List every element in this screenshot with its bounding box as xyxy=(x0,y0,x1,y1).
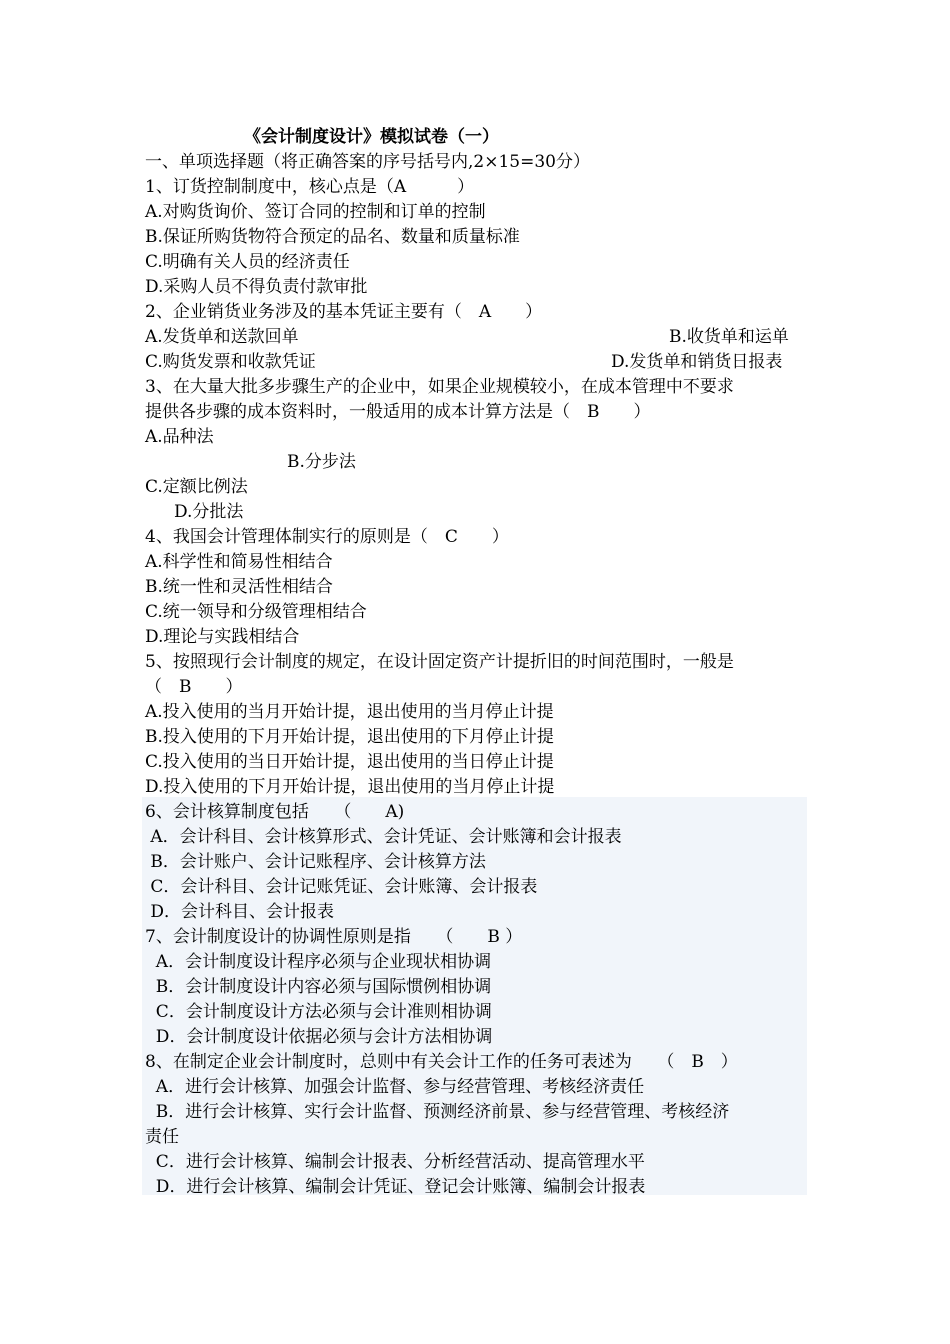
page-title: 《会计制度设计》模拟试卷（一） xyxy=(244,127,499,147)
q5-option-b: B.投入使用的下月开始计提，退出使用的下月停止计提 xyxy=(145,727,554,747)
q6-option-d: D．会计科目、会计报表 xyxy=(145,902,335,922)
q3-stem-line1: 3、在大量大批多步骤生产的企业中，如果企业规模较小，在成本管理中不要求 xyxy=(145,377,734,397)
q5-stem-line1: 5、按照现行会计制度的规定，在设计固定资产计提折旧的时间范围时，一般是 xyxy=(145,652,734,672)
q4-option-a: A.科学性和简易性相结合 xyxy=(145,552,333,572)
q1-option-a: A.对购货询价、签订合同的控制和订单的控制 xyxy=(145,202,486,222)
q8-stem: 8、在制定企业会计制度时，总则中有关会计工作的任务可表述为 （ B ） xyxy=(145,1052,738,1072)
q7-option-c: C．会计制度设计方法必须与会计准则相协调 xyxy=(145,1002,492,1022)
q8-option-b-line2: 责任 xyxy=(145,1127,179,1147)
q1-option-d: D.采购人员不得负责付款审批 xyxy=(145,277,368,297)
q1-option-b: B.保证所购货物符合预定的品名、数量和质量标准 xyxy=(145,227,520,247)
q2-stem: 2、企业销货业务涉及的基本凭证主要有（ A ） xyxy=(145,302,543,322)
q6-option-c: C．会计科目、会计记账凭证、会计账簿、会计报表 xyxy=(145,877,538,897)
q8-option-d: D．进行会计核算、编制会计凭证、登记会计账簿、编制会计报表 xyxy=(145,1177,646,1197)
q8-option-a: A．进行会计核算、加强会计监督、参与经营管理、考核经济责任 xyxy=(145,1077,645,1097)
q1-option-c: C.明确有关人员的经济责任 xyxy=(145,252,350,272)
q2-option-a: A.发货单和送款回单 xyxy=(145,327,299,347)
q6-stem: 6、会计核算制度包括 （ A) xyxy=(145,802,405,822)
q2-option-b: B.收货单和运单 xyxy=(669,327,789,347)
q5-option-d: D.投入使用的下月开始计提，退出使用的当月停止计提 xyxy=(145,777,555,797)
q7-option-a: A．会计制度设计程序必须与企业现状相协调 xyxy=(145,952,492,972)
q3-option-a: A.品种法 xyxy=(145,427,214,447)
q5-option-a: A.投入使用的当月开始计提，退出使用的当月停止计提 xyxy=(145,702,554,722)
q6-option-a: A．会计科目、会计核算形式、会计凭证、会计账簿和会计报表 xyxy=(145,827,622,847)
q7-stem: 7、会计制度设计的协调性原则是指 （ B ） xyxy=(145,927,523,947)
q4-stem: 4、我国会计管理体制实行的原则是（ C ） xyxy=(145,527,509,547)
q5-option-c: C.投入使用的当日开始计提，退出使用的当日停止计提 xyxy=(145,752,554,772)
q3-option-d: D.分批法 xyxy=(174,502,244,522)
q6-option-b: B．会计账户、会计记账程序、会计核算方法 xyxy=(145,852,486,872)
q1-stem: 1、订货控制制度中，核心点是（A ） xyxy=(145,177,475,197)
q4-option-b: B.统一性和灵活性相结合 xyxy=(145,577,333,597)
q2-option-c: C.购货发票和收款凭证 xyxy=(145,352,316,372)
q3-stem-line2: 提供各步骤的成本资料时，一般适用的成本计算方法是（ B ） xyxy=(145,402,651,422)
section-heading: 一、单项选择题（将正确答案的序号括号内,2×15=30分） xyxy=(145,152,590,172)
q4-option-d: D.理论与实践相结合 xyxy=(145,627,300,647)
q3-option-b: B.分步法 xyxy=(287,452,356,472)
q7-option-b: B．会计制度设计内容必须与国际惯例相协调 xyxy=(145,977,492,997)
q3-option-c: C.定额比例法 xyxy=(145,477,248,497)
q8-option-b-line1: B．进行会计核算、实行会计监督、预测经济前景、参与经营管理、考核经济 xyxy=(145,1102,730,1122)
q8-option-c: C．进行会计核算、编制会计报表、分析经营活动、提高管理水平 xyxy=(145,1152,645,1172)
q4-option-c: C.统一领导和分级管理相结合 xyxy=(145,602,367,622)
q2-option-d: D.发货单和销货日报表 xyxy=(611,352,783,372)
q7-option-d: D．会计制度设计依据必须与会计方法相协调 xyxy=(145,1027,493,1047)
q5-stem-line2: （ B ） xyxy=(145,677,243,697)
